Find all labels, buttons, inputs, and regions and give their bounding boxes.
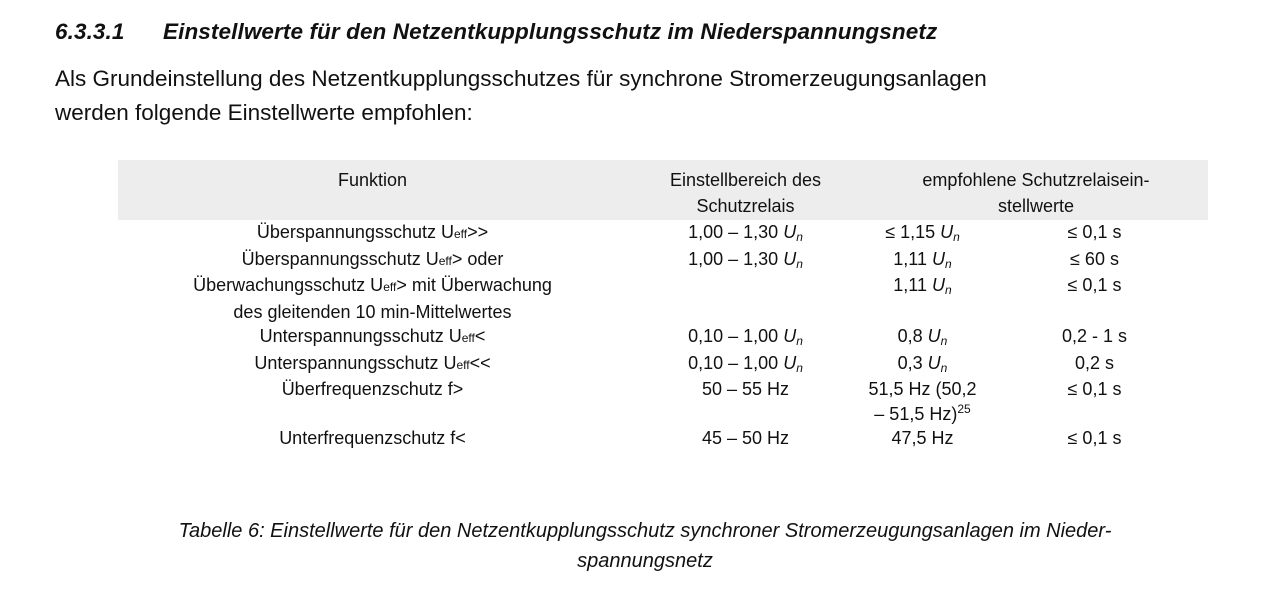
table-row	[118, 377, 1208, 426]
cell-funktion: Unterspannungsschutz Ueff<	[259, 326, 486, 346]
intro-line-1: Als Grundeinstellung des Netzentkupplungsschutzes für synchrone Stromerzeugungsanlagen	[55, 66, 987, 91]
cell-empfohlener-wert: 1,11 $U_n$	[893, 248, 952, 271]
table-row	[118, 220, 1208, 247]
cell-empfohlener-wert: 1,11 $U_n$	[893, 275, 952, 297]
cell-zeit: ≤ 0,1 s	[1067, 428, 1122, 448]
caption-line-2: spannungsnetz	[577, 550, 713, 572]
cell-zeit: ≤ 0,1 s	[1067, 379, 1122, 399]
cell-zeit: ≤ 0,1 s	[1067, 275, 1122, 295]
cell-empfohlener-wert: 51,5 Hz (50,2 – 51,5 Hz)$^{25}$	[868, 379, 977, 424]
cell-zeit: 0,2 s	[1074, 352, 1115, 373]
table-caption	[40, 516, 1250, 576]
cell-funktion: Überspannungsschutz Ueff>>	[256, 222, 489, 242]
table-row	[118, 273, 1208, 324]
cell-zeit: ≤ 60 s	[1070, 248, 1119, 269]
cell-funktion: Überspannungsschutz Ueff> oder	[241, 248, 504, 269]
cell-zeit: 0,2 - 1 s	[1061, 326, 1128, 346]
cell-einstellbereich: 0,10 – 1,00 $U_n$	[688, 326, 803, 348]
table-row	[118, 351, 1208, 378]
cell-empfohlener-wert: 0,8 $U_n$	[897, 326, 948, 348]
cell-einstellbereich: 50 – 55 Hz	[701, 379, 790, 399]
cell-funktion: Unterfrequenzschutz f<	[279, 428, 466, 448]
section-title: Einstellwerte für den Netzentkupplungsschutz im Niederspannungsnetz	[163, 19, 938, 44]
section-heading	[55, 19, 937, 45]
intro-paragraph	[55, 62, 1245, 130]
cell-einstellbereich	[627, 273, 864, 324]
intro-line-2: werden folgende Einstellwerte empfohlen:	[55, 100, 473, 125]
header-empfohlene-werte: empfohlene Schutzrelaisein- stellwerte	[864, 160, 1208, 220]
cell-zeit: ≤ 0,1 s	[1067, 222, 1122, 242]
table-row	[118, 247, 1208, 274]
table-header-row	[118, 160, 1208, 220]
header-einstellbereich: Einstellbereich des Schutzrelais	[627, 160, 864, 220]
caption-line-1: Tabelle 6: Einstellwerte für den Netzentkupplungsschutz synchroner Stromerzeugungsanlagen im Nieder-	[178, 520, 1112, 542]
cell-einstellbereich: 45 – 50 Hz	[701, 428, 790, 448]
cell-funktion: Überfrequenzschutz f>	[281, 379, 464, 399]
table-row	[118, 426, 1208, 451]
cell-einstellbereich: 0,10 – 1,00 $U_n$	[688, 352, 803, 375]
cell-empfohlener-wert: 47,5 Hz	[891, 428, 954, 448]
cell-einstellbereich: 1,00 – 1,30 $U_n$	[688, 248, 803, 271]
header-funktion: Funktion	[118, 160, 627, 220]
cell-empfohlener-wert: ≤ 1,15 $U_n$	[885, 222, 960, 244]
footnote-ref: 25	[957, 401, 971, 416]
cell-funktion: Unterspannungsschutz Ueff<<	[254, 352, 491, 373]
cell-einstellbereich: 1,00 – 1,30 $U_n$	[688, 222, 803, 244]
section-number: 6.3.3.1	[55, 19, 125, 44]
cell-funktion: Überwachungsschutz Ueff> mit Überwachung des gleitenden 10 min-Mittelwertes	[193, 275, 552, 322]
settings-table	[118, 160, 1208, 451]
cell-empfohlener-wert: 0,3 $U_n$	[897, 352, 948, 375]
table-row	[118, 324, 1208, 351]
